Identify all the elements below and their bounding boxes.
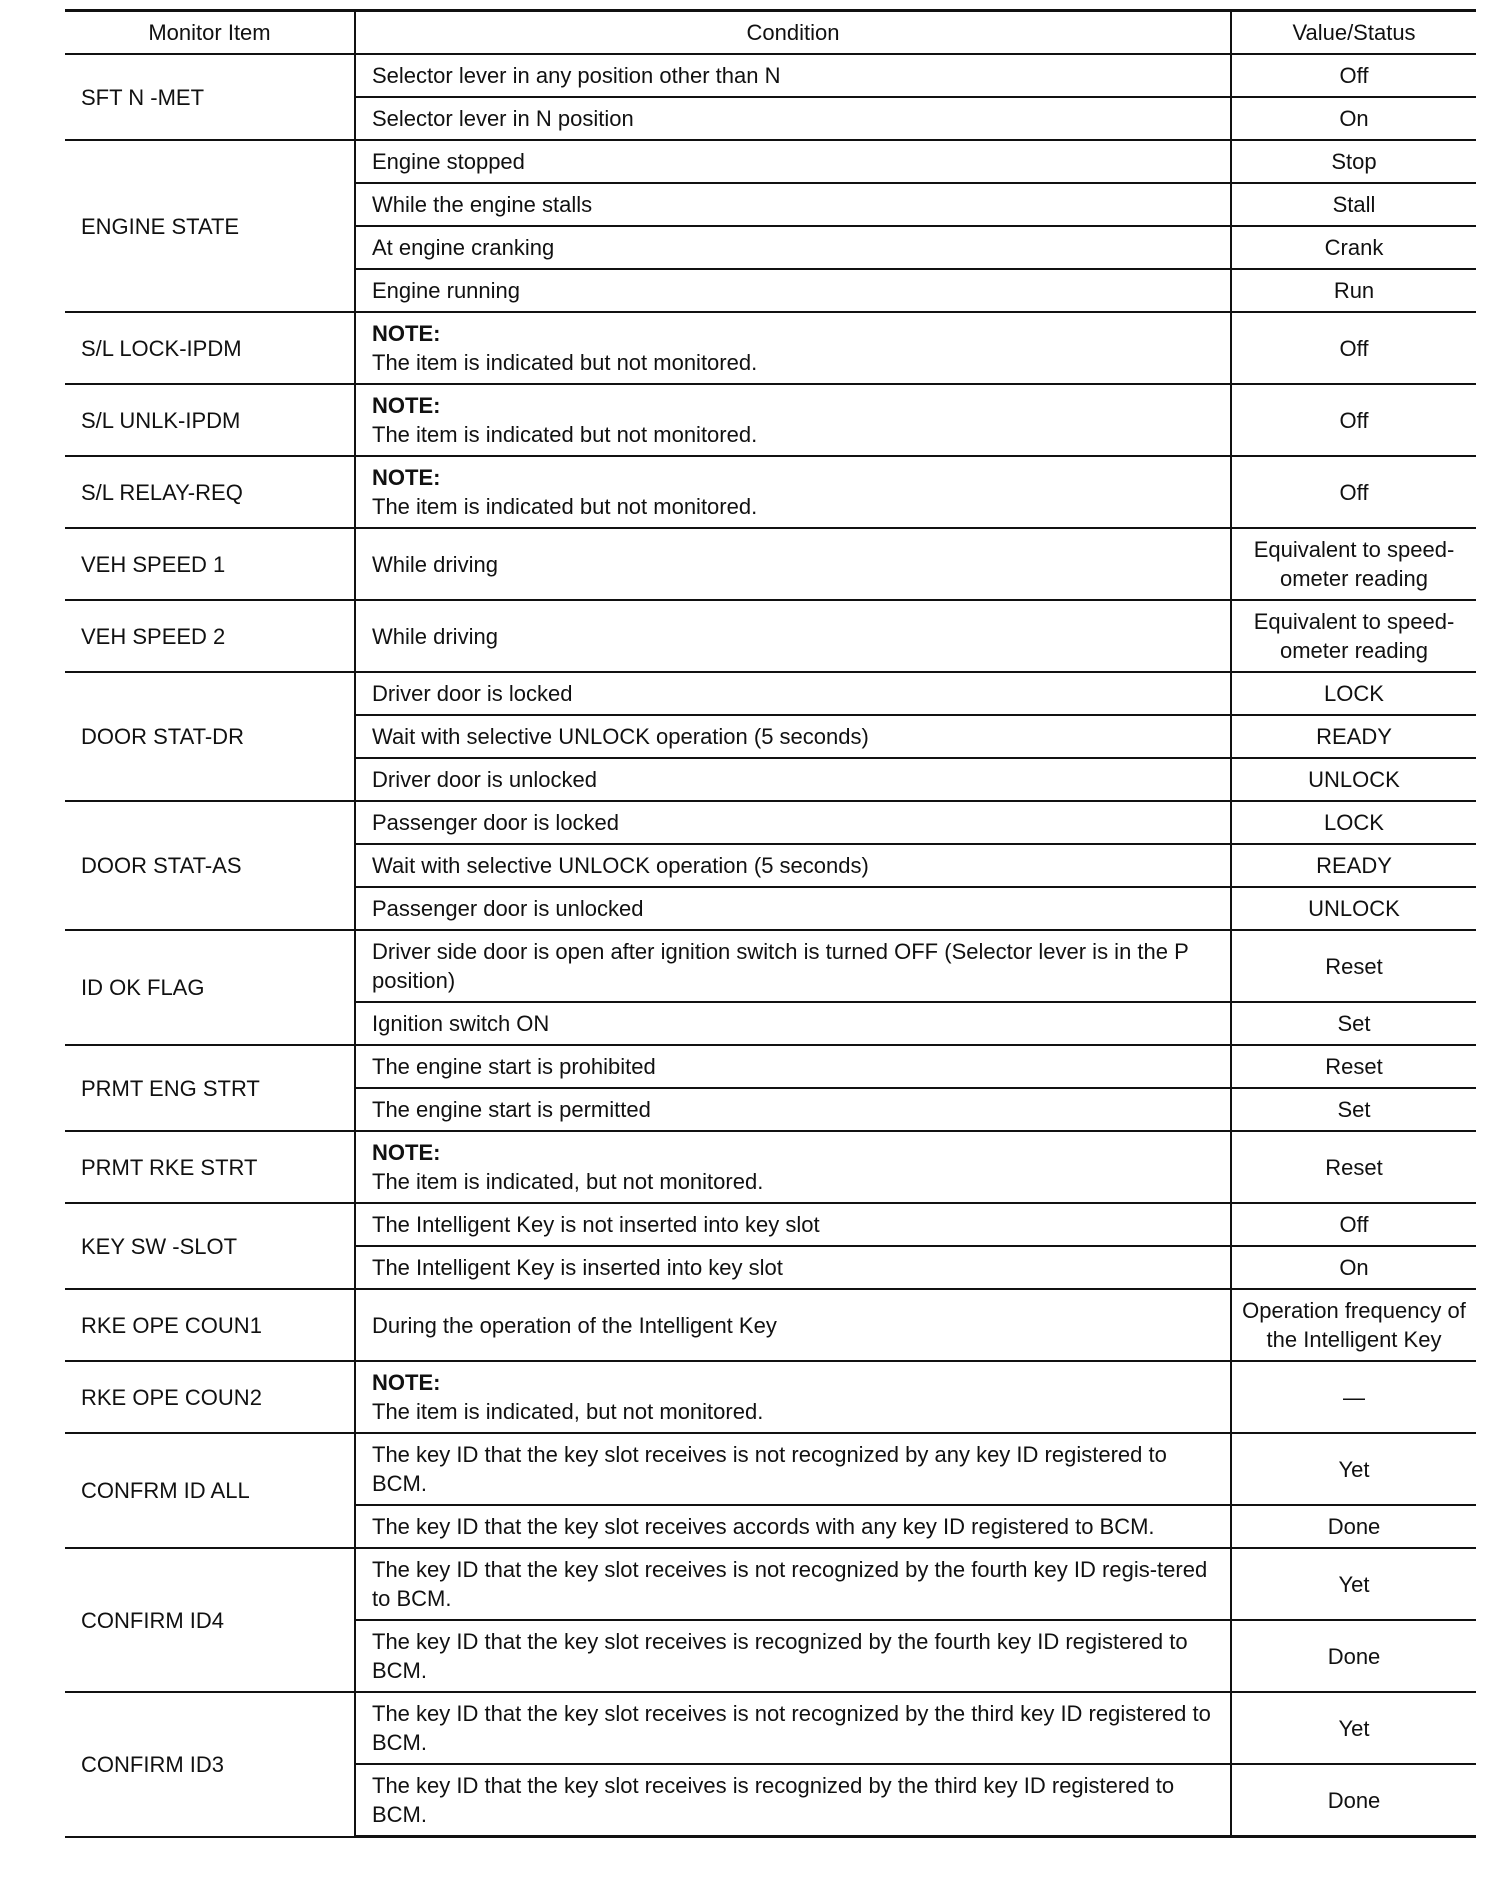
monitor-item-cell: ENGINE STATE xyxy=(65,140,355,312)
condition-text: The item is indicated but not monitored. xyxy=(372,350,758,375)
monitor-item-cell: RKE OPE COUN2 xyxy=(65,1361,355,1433)
table-row xyxy=(65,1361,1476,1433)
value-status-cell: Off xyxy=(1231,312,1476,384)
header-value-status: Value/Status xyxy=(1231,11,1476,55)
table-row xyxy=(65,528,1476,600)
value-status-cell: Off xyxy=(1231,384,1476,456)
value-status-cell: Run xyxy=(1231,269,1476,312)
condition-cell: At engine cranking xyxy=(355,226,1231,269)
monitor-item-cell: KEY SW -SLOT xyxy=(65,1203,355,1289)
condition-cell: The key ID that the key slot receives is not recognized by the third key ID registered to BCM. xyxy=(355,1692,1231,1764)
monitor-item-cell: PRMT ENG STRT xyxy=(65,1045,355,1131)
header-condition: Condition xyxy=(355,11,1231,55)
monitor-item-cell: S/L LOCK-IPDM xyxy=(65,312,355,384)
condition-text: The item is indicated but not monitored. xyxy=(372,422,758,447)
value-status-cell: Equivalent to speed-ometer reading xyxy=(1231,600,1476,672)
table-row xyxy=(65,1131,1476,1203)
value-status-cell: Reset xyxy=(1231,1131,1476,1203)
condition-cell: The key ID that the key slot receives is not recognized by any key ID registered to BCM. xyxy=(355,1433,1231,1505)
condition-cell: The Intelligent Key is not inserted into key slot xyxy=(355,1203,1231,1246)
condition-cell: Wait with selective UNLOCK operation (5 seconds) xyxy=(355,844,1231,887)
value-status-cell: Off xyxy=(1231,456,1476,528)
value-status-cell: Done xyxy=(1231,1505,1476,1548)
condition-text: The item is indicated, but not monitored. xyxy=(372,1399,764,1424)
header-monitor-item: Monitor Item xyxy=(65,11,355,55)
condition-cell: The key ID that the key slot receives is not recognized by the fourth key ID regis-tered to BCM. xyxy=(355,1548,1231,1620)
value-status-cell: Yet xyxy=(1231,1692,1476,1764)
condition-cell: Driver door is locked xyxy=(355,672,1231,715)
condition-cell xyxy=(355,1131,1231,1203)
monitor-item-cell: CONFIRM ID4 xyxy=(65,1548,355,1692)
value-status-cell: Crank xyxy=(1231,226,1476,269)
condition-text: The item is indicated but not monitored. xyxy=(372,494,758,519)
condition-cell: The Intelligent Key is inserted into key slot xyxy=(355,1246,1231,1289)
note-label: NOTE: xyxy=(372,393,441,418)
note-label: NOTE: xyxy=(372,1140,441,1165)
value-status-cell: Reset xyxy=(1231,1045,1476,1088)
value-status-cell: Set xyxy=(1231,1088,1476,1131)
condition-cell: Driver door is unlocked xyxy=(355,758,1231,801)
table-row xyxy=(65,312,1476,384)
condition-cell: While driving xyxy=(355,600,1231,672)
condition-cell: The engine start is permitted xyxy=(355,1088,1231,1131)
condition-cell: Passenger door is locked xyxy=(355,801,1231,844)
table-row xyxy=(65,384,1476,456)
table-body xyxy=(65,54,1476,1837)
table-row xyxy=(65,140,1476,183)
value-status-cell: On xyxy=(1231,1246,1476,1289)
value-status-cell: UNLOCK xyxy=(1231,887,1476,930)
value-status-cell: Stop xyxy=(1231,140,1476,183)
table-row xyxy=(65,1045,1476,1088)
table-row xyxy=(65,1692,1476,1764)
condition-cell: Ignition switch ON xyxy=(355,1002,1231,1045)
table-row xyxy=(65,930,1476,1002)
condition-cell: Passenger door is unlocked xyxy=(355,887,1231,930)
condition-cell xyxy=(355,384,1231,456)
condition-cell: While the engine stalls xyxy=(355,183,1231,226)
condition-cell xyxy=(355,312,1231,384)
value-status-cell: Off xyxy=(1231,1203,1476,1246)
table-row xyxy=(65,1203,1476,1246)
condition-cell: Engine running xyxy=(355,269,1231,312)
table-row xyxy=(65,456,1476,528)
value-status-cell: Operation frequency of the Intelligent Key xyxy=(1231,1289,1476,1361)
monitor-item-cell: PRMT RKE STRT xyxy=(65,1131,355,1203)
table-row xyxy=(65,1289,1476,1361)
condition-cell: While driving xyxy=(355,528,1231,600)
header-row xyxy=(65,11,1476,55)
note-label: NOTE: xyxy=(372,321,441,346)
value-status-cell: Off xyxy=(1231,54,1476,97)
value-status-cell: UNLOCK xyxy=(1231,758,1476,801)
table-row xyxy=(65,1433,1476,1505)
table-row xyxy=(65,600,1476,672)
value-status-cell: Done xyxy=(1231,1620,1476,1692)
value-status-cell: READY xyxy=(1231,715,1476,758)
note-label: NOTE: xyxy=(372,465,441,490)
value-status-cell: Done xyxy=(1231,1764,1476,1837)
monitor-item-cell: S/L RELAY-REQ xyxy=(65,456,355,528)
monitor-table xyxy=(65,9,1476,1838)
condition-cell: The key ID that the key slot receives accords with any key ID registered to BCM. xyxy=(355,1505,1231,1548)
monitor-item-cell: S/L UNLK-IPDM xyxy=(65,384,355,456)
value-status-cell: — xyxy=(1231,1361,1476,1433)
table-row xyxy=(65,801,1476,844)
condition-cell xyxy=(355,1361,1231,1433)
condition-cell: Selector lever in N position xyxy=(355,97,1231,140)
value-status-cell: Stall xyxy=(1231,183,1476,226)
value-status-cell: Equivalent to speed-ometer reading xyxy=(1231,528,1476,600)
table-row xyxy=(65,1548,1476,1620)
monitor-table-container xyxy=(65,9,1476,1838)
value-status-cell: Yet xyxy=(1231,1433,1476,1505)
value-status-cell: LOCK xyxy=(1231,672,1476,715)
note-label: NOTE: xyxy=(372,1370,441,1395)
monitor-item-cell: RKE OPE COUN1 xyxy=(65,1289,355,1361)
condition-text: The item is indicated, but not monitored. xyxy=(372,1169,764,1194)
value-status-cell: Set xyxy=(1231,1002,1476,1045)
condition-cell xyxy=(355,456,1231,528)
condition-cell: The key ID that the key slot receives is recognized by the third key ID registered to BCM. xyxy=(355,1764,1231,1837)
value-status-cell: Reset xyxy=(1231,930,1476,1002)
condition-cell: Selector lever in any position other than N xyxy=(355,54,1231,97)
monitor-item-cell: SFT N -MET xyxy=(65,54,355,140)
condition-cell: The engine start is prohibited xyxy=(355,1045,1231,1088)
monitor-item-cell: DOOR STAT-DR xyxy=(65,672,355,801)
monitor-item-cell: ID OK FLAG xyxy=(65,930,355,1045)
value-status-cell: On xyxy=(1231,97,1476,140)
monitor-item-cell: VEH SPEED 1 xyxy=(65,528,355,600)
monitor-item-cell: DOOR STAT-AS xyxy=(65,801,355,930)
value-status-cell: Yet xyxy=(1231,1548,1476,1620)
monitor-item-cell: VEH SPEED 2 xyxy=(65,600,355,672)
condition-cell: The key ID that the key slot receives is recognized by the fourth key ID registered to BCM. xyxy=(355,1620,1231,1692)
condition-cell: Driver side door is open after ignition switch is turned OFF (Selector lever is in the P position) xyxy=(355,930,1231,1002)
condition-cell: During the operation of the Intelligent Key xyxy=(355,1289,1231,1361)
monitor-item-cell: CONFIRM ID3 xyxy=(65,1692,355,1837)
monitor-item-cell: CONFRM ID ALL xyxy=(65,1433,355,1548)
value-status-cell: LOCK xyxy=(1231,801,1476,844)
condition-cell: Wait with selective UNLOCK operation (5 seconds) xyxy=(355,715,1231,758)
condition-cell: Engine stopped xyxy=(355,140,1231,183)
value-status-cell: READY xyxy=(1231,844,1476,887)
table-row xyxy=(65,672,1476,715)
table-row xyxy=(65,54,1476,97)
